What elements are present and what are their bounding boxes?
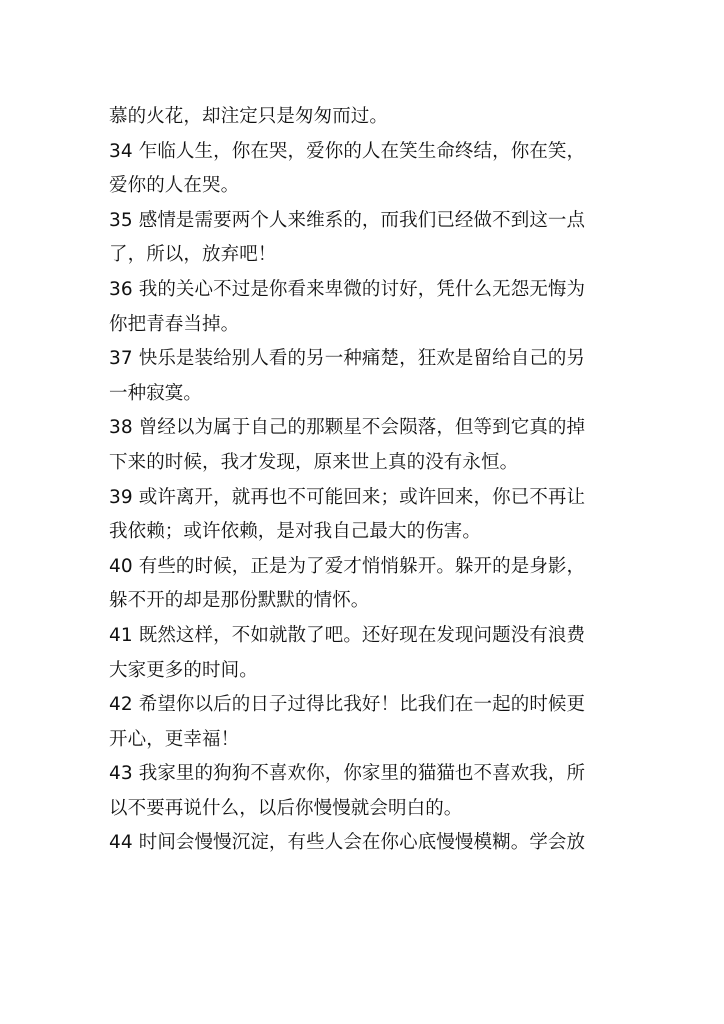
text-line: 36 我的关心不过是你看来卑微的讨好，凭什么无怨无悔为 [109,278,586,300]
text-line: 41 既然这样，不如就散了吧。还好现在发现问题没有浪费 [109,624,586,646]
text-line: 37 快乐是装给别人看的另一种痛楚，狂欢是留给自己的另 [109,348,586,370]
text-line: 了，所以，放弃吧！ [109,244,277,266]
text-line: 开心，更幸福！ [109,728,240,750]
text-line: 爱你的人在哭。 [109,175,240,197]
text-line: 我依赖；或许依赖，是对我自己最大的伤害。 [109,521,482,543]
text-line: 以不要再说什么，以后你慢慢就会明白的。 [109,797,463,819]
text-line: 慕的火花，却注定只是匆匆而过。 [109,106,389,127]
text-line: 35 感情是需要两个人来维系的，而我们已经做不到这一点 [109,209,586,231]
text-line: 40 有些的时候，正是为了爱才悄悄躲开。躲开的是身影， [109,555,586,577]
text-line: 43 我家里的狗狗不喜欢你，你家里的猫猫也不喜欢我，所 [109,763,586,785]
text-line: 42 希望你以后的日子过得比我好！比我们在一起的时候更 [109,694,586,716]
text-line: 38 曾经以为属于自己的那颗星不会陨落，但等到它真的掉 [109,417,586,439]
text-line: 39 或许离开，就再也不可能回来；或许回来，你已不再让 [109,486,586,508]
document-body [109,100,624,861]
text-line: 一种寂寞。 [109,382,203,404]
text-line: 你把青春当掉。 [109,313,240,335]
text-line: 大家更多的时间。 [109,659,258,681]
text-line: 下来的时候，我才发现，原来世上真的没有永恒。 [109,451,519,473]
text-line: 躲不开的却是那份默默的情怀。 [109,590,370,612]
text-line: 34 乍临人生，你在哭，爱你的人在笑生命终结，你在笑， [109,140,586,162]
text-line: 44 时间会慢慢沉淀，有些人会在你心底慢慢模糊。学会放 [109,832,586,854]
